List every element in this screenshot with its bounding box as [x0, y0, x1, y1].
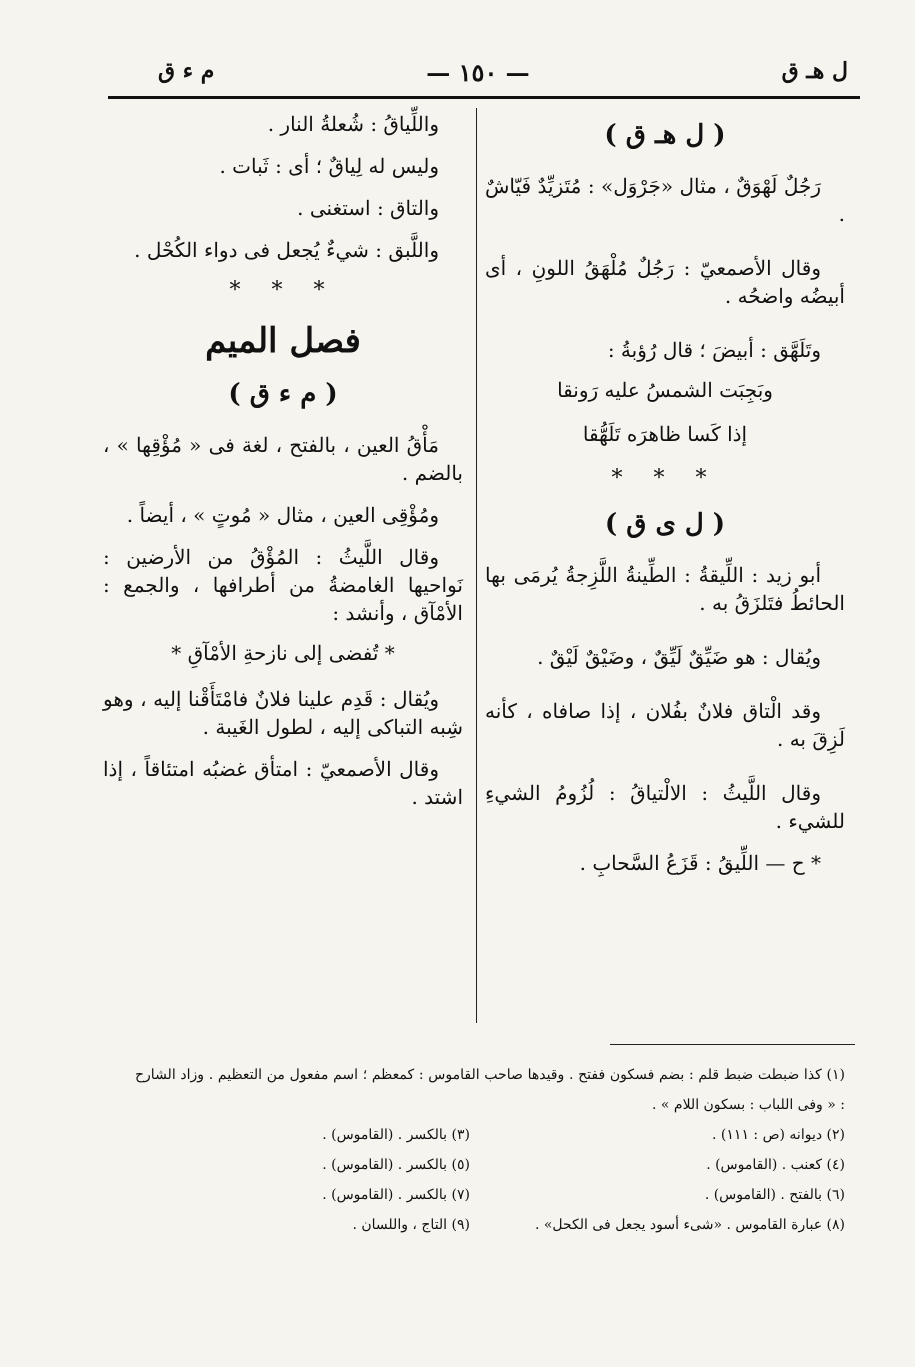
- verse-line-1: وبَجِبَت الشمسُ عليه رَونقا: [557, 378, 773, 402]
- footnote-grid: [135, 1120, 845, 1240]
- section-separator: * * *: [611, 466, 719, 491]
- footnote-rule: [610, 1044, 855, 1045]
- footnote-6: (٦) بالفتح . (القاموس) .: [704, 1187, 845, 1203]
- entry-mq-2: ومُؤْقِى العين ، مثال « مُوتٍ » ، أيضاً .: [126, 503, 439, 527]
- root-heading-mq: ( م ء ق ): [228, 379, 338, 409]
- entry-lhq-3: وتَلَهَّق : أبيضَ ؛ قال رُؤبةُ :: [607, 338, 821, 362]
- entry-lyq-5: * ح — اللِّيقُ : قَزَعُ السَّحابِ .: [579, 851, 821, 875]
- entry-lyq-cont-3: والتاق : استغنى .: [297, 196, 439, 220]
- left-column: [103, 110, 463, 837]
- footnotes: [135, 1060, 845, 1240]
- column-divider: [476, 108, 477, 1023]
- header-root-right: ل هـ ق: [781, 58, 848, 84]
- chapter-title: فصل الميم: [205, 321, 361, 361]
- entry-lyq-3: وقد الْتاق فلانٌ بفُلان ، إذا صافاه ، كأنه لَزِقَ به .: [485, 699, 845, 751]
- verse-line-2: إذا كَسا ظاهرَه تَلَهُّقا: [582, 422, 748, 446]
- footnote-7: (٧) بالكسر . (القاموس) .: [322, 1187, 470, 1203]
- entry-lyq-cont-1: واللِّياقُ : شُعلةُ النار .: [267, 112, 439, 136]
- page-number: — ١٥٠ —: [426, 58, 530, 87]
- entry-lhq-1: رَجُلٌ لَهْوَقٌ ، مثال «جَرْوَل» : مُتَزيِّدٌ فَيّاشٌ .: [485, 174, 845, 226]
- verse-line: * تُفضى إلى نازحةِ الأمْآقِ *: [171, 641, 395, 665]
- entry-mq-4: ويُقال : قَدِم علينا فلانٌ فامْتَأَقْنا إليه ، وهو شِبه التباكى إليه ، لطول الغَيبة .: [103, 687, 463, 739]
- right-column: [485, 110, 845, 903]
- entry-mq-3: وقال اللَّيثُ : المُؤْقُ من الأرضين : نَواحيها الغامضةُ من أطرافها ، والجمع : الأمْآق ، وأنشد :: [103, 545, 463, 625]
- entry-lyq-cont-4: واللَّبق : شيءٌ يُجعل فى دواء الكُحْل .: [134, 238, 439, 262]
- root-heading-lhq: ( ل هـ ق ): [604, 120, 726, 150]
- page-header: [108, 58, 848, 98]
- header-rule: [108, 96, 860, 99]
- root-heading-lyq: ( ل ى ق ): [604, 509, 726, 539]
- footnote-5: (٥) بالكسر . (القاموس) .: [322, 1157, 470, 1173]
- entry-lhq-2: وقال الأصمعيّ : رَجُلٌ مُلْهَقُ اللونِ ، أى أبيضُه واضحُه .: [485, 256, 845, 308]
- entry-mq-1: مَأْقُ العين ، بالفتح ، لغة فى « مُؤْقِها » ، بالضم .: [103, 433, 463, 485]
- entry-lyq-2: ويُقال : هو ضَيِّقٌ لَيِّقٌ ، وضَيْقٌ لَيْقٌ .: [537, 645, 821, 669]
- footnote-2: (٢) ديوانه (ص : ١١١) .: [712, 1127, 845, 1143]
- footnote-9: (٩) التاج ، واللسان .: [352, 1217, 470, 1233]
- footnote-4: (٤) كعنب . (القاموس) .: [706, 1157, 845, 1173]
- header-root-left: م ء ق: [158, 58, 215, 84]
- footnote-1: (١) كذا ضبطت ضبط قلم : بضم فسكون ففتح . وقيدها صاحب القاموس : كمعظم ؛ اسم مفعول من التعظيم . وزاد الشارح : « وفى اللباب : بسكون اللام » .: [135, 1067, 845, 1113]
- entry-lyq-4: وقال اللَّيثُ : الالْتياقُ : لُزُومُ الشيءِ للشيء .: [485, 781, 845, 833]
- footnote-3: (٣) بالكسر . (القاموس) .: [322, 1127, 470, 1143]
- section-separator: * * *: [229, 278, 337, 303]
- entry-mq-5: وقال الأصمعيّ : امتأق غضبُه امتئاقاً ، إذا اشتد .: [103, 757, 463, 809]
- entry-lyq-cont-2: وليس له لِياقٌ ؛ أى : ثَبات .: [219, 154, 439, 178]
- entry-lyq-1: أبو زيد : اللِّيقةُ : الطِّينةُ اللَّزِجةُ يُرمَى بها الحائطُ فتَلزَقُ به .: [485, 563, 845, 615]
- footnote-8: (٨) عبارة القاموس . «شىء أسود يجعل فى الكحل» .: [534, 1217, 845, 1233]
